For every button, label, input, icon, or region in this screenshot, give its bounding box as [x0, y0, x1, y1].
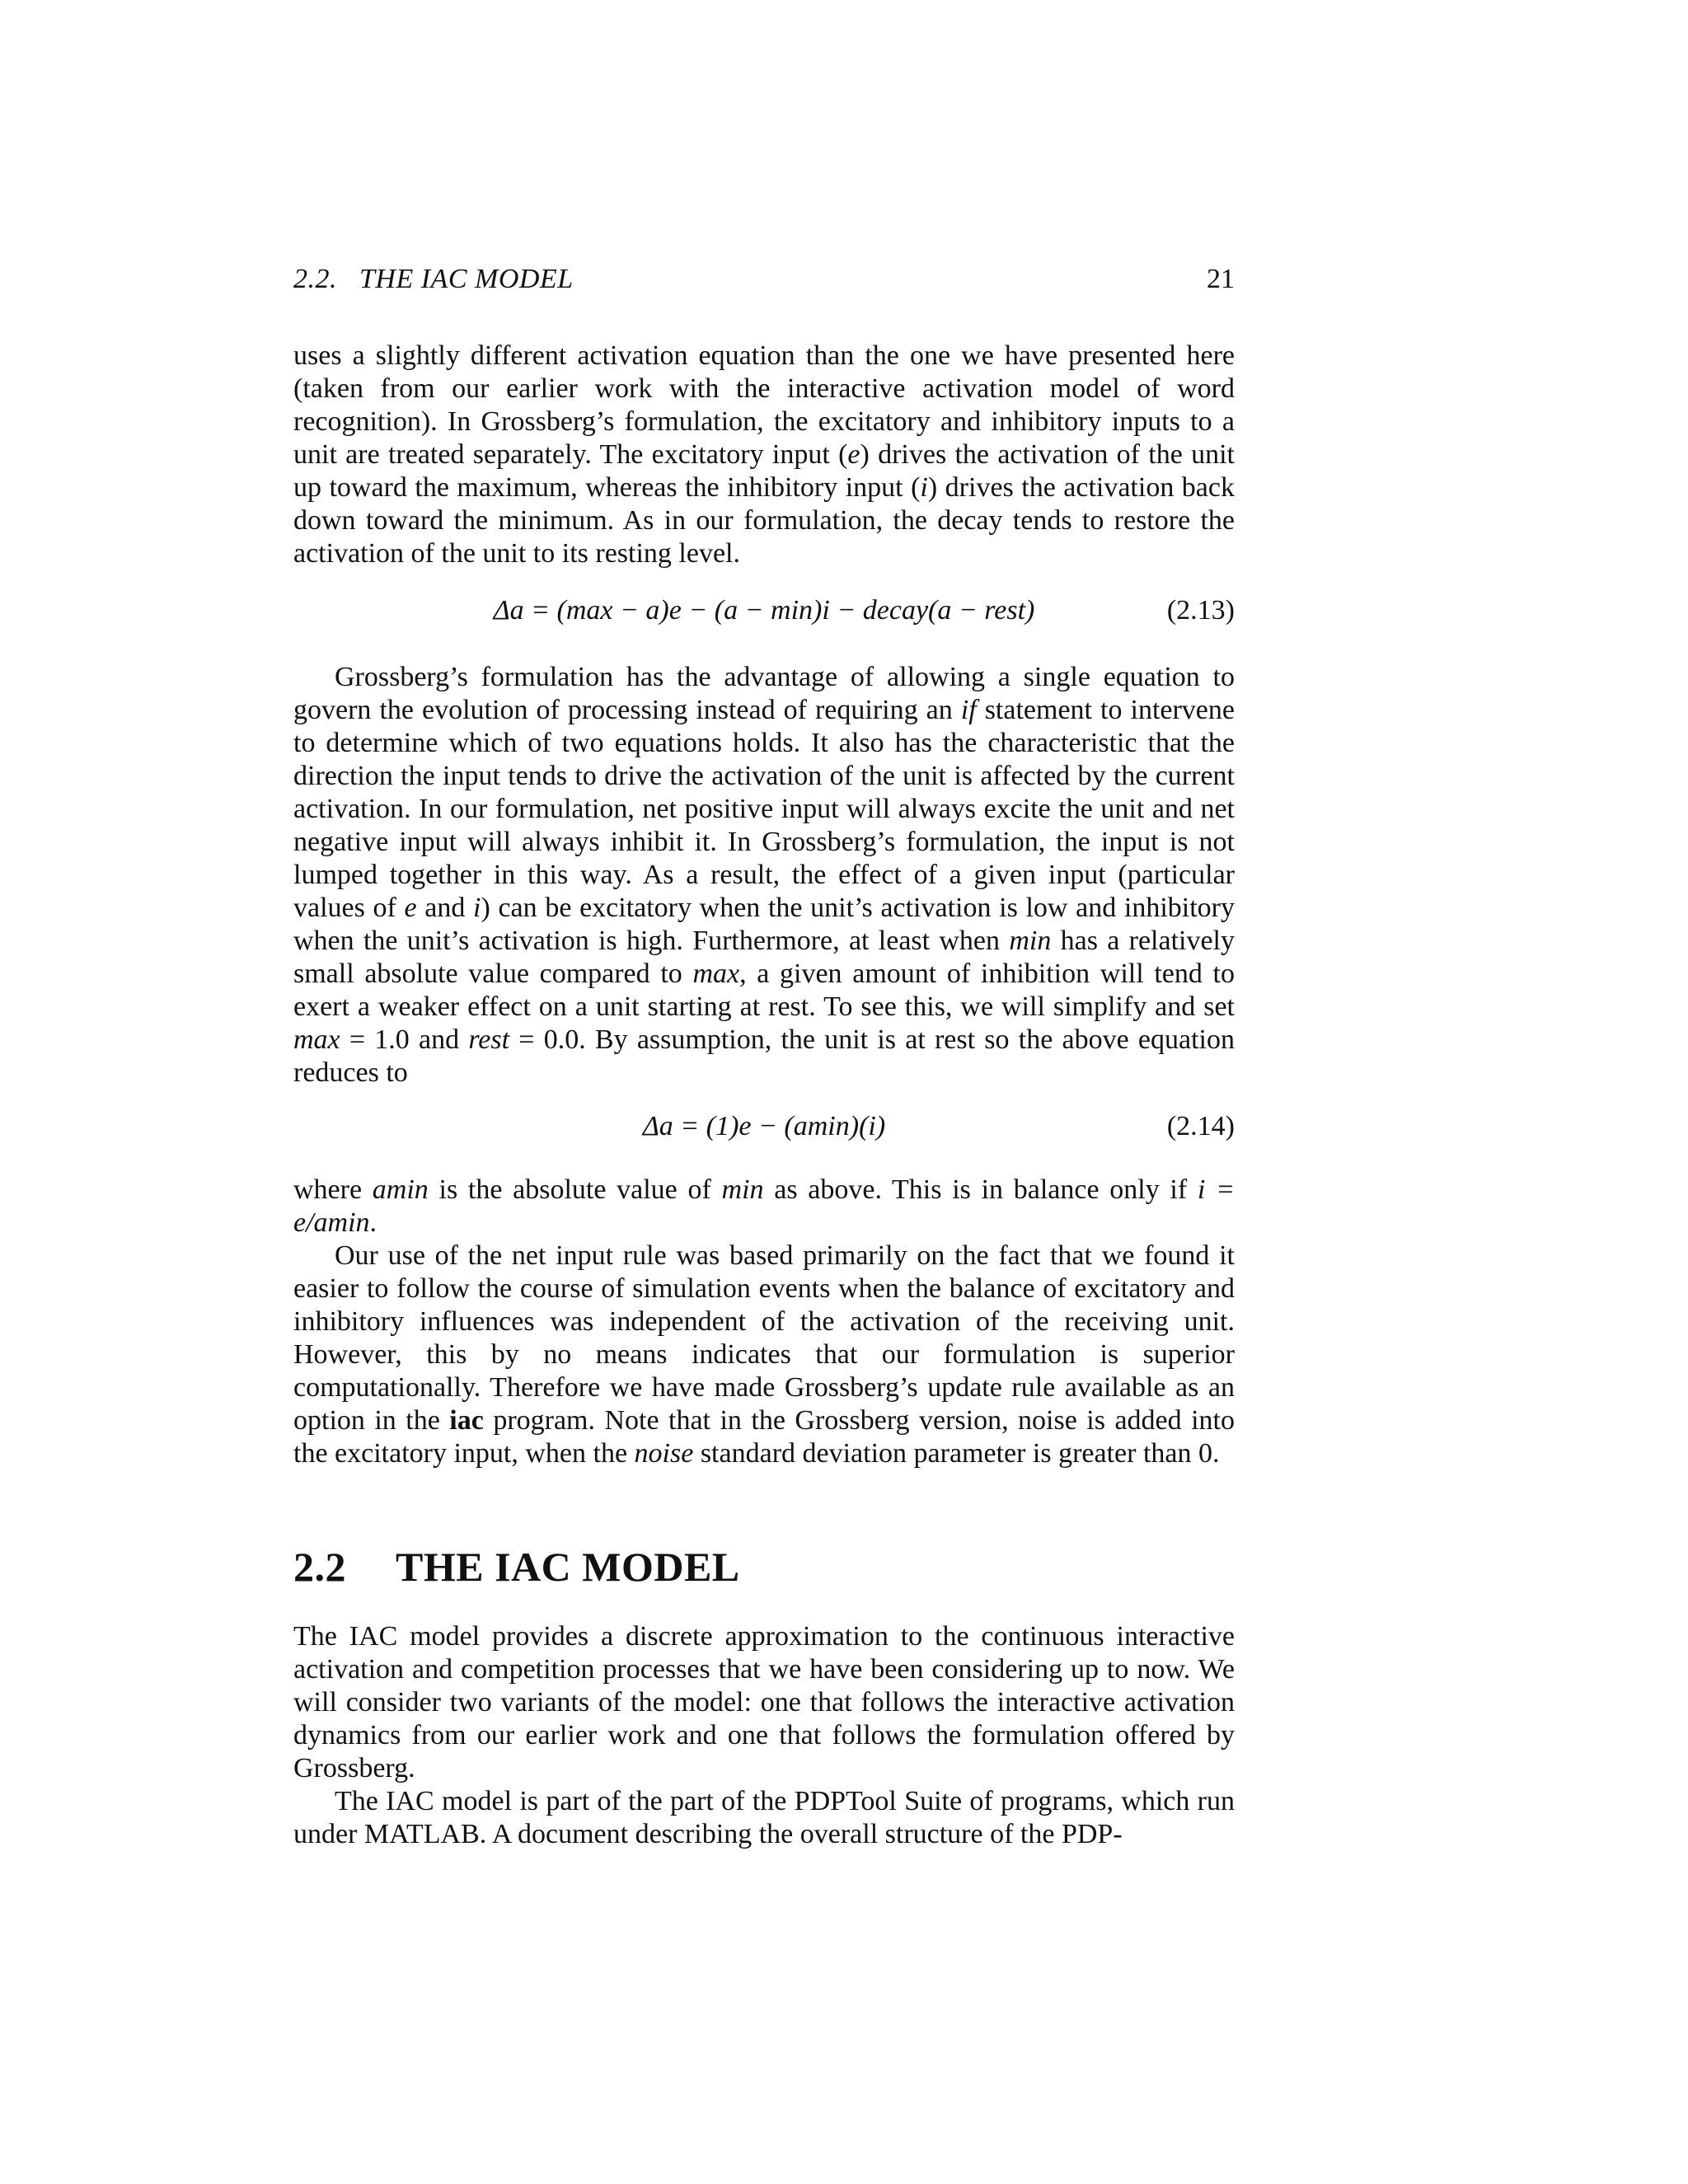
running-header — [293, 264, 1235, 305]
math-word: min — [721, 1174, 764, 1205]
text-run: ) can be excitatory when the unit’s activation is low and inhibitory when the unit’s activation is high. Furthermore, at least when — [293, 893, 1235, 956]
text-run: as above. This is in balance only if — [763, 1174, 1198, 1205]
math-word: min — [1009, 926, 1052, 956]
text-run: and — [416, 893, 474, 923]
paragraph-pdptool: The IAC model is part of the part of the PDPTool Suite of programs, which run under MATLAB. A document describing the overall structure of the PDP- — [293, 1786, 1235, 1849]
text-run: Grossberg’s formulation has the advantage of allowing a single equation to govern the evolution of processing instead of requiring an — [293, 662, 1235, 725]
page-number: 21 — [1207, 264, 1235, 294]
text-run: has a relatively small absolute value compared to — [293, 926, 1236, 989]
text-run: statement to intervene to determine which of two equations holds. It also has the characteristic that the direction the input tends to drive the activation of the unit is affected by the current activation. In our formulation, net positive input will always excite the unit and net negative input will always inhibit it. In Grossberg’s formulation, the input is not lumped together in this way. As a result, the effect of a given input (particular values of — [293, 695, 1235, 923]
text-run: = 1.0 and — [340, 1024, 469, 1055]
paragraph-grossberg-advantage — [293, 661, 1235, 1090]
equation-number: (2.14) — [1166, 1111, 1235, 1141]
math-word: if — [960, 695, 977, 725]
text-run: Our use of the net input rule was based primarily on the fact that we found it easier to follow the course of simulation events when the balance of excitatory and inhibitory influences was independent of the activation of the receiving unit. However, this by no means indicates that our formulation is superior computationally. Therefore we have made Grossberg’s update rule available as an option in the — [293, 1240, 1235, 1436]
paragraph-continuation — [293, 340, 1235, 570]
text-run: is the absolute value of — [428, 1174, 722, 1205]
section-title: THE IAC MODEL — [396, 1544, 740, 1590]
paragraph-iac-overview: The IAC model provides a discrete approximation to the continuous interactive activation and competition processes that we have been considering up to now. We will consider two variants of the model: one that follows the interactive activation dynamics from our earlier work and one that follows the formulation offered by Grossberg. — [293, 1621, 1235, 1783]
math-symbol: i — [920, 472, 928, 503]
text-run: uses a slightly different activation equation than the one we have presented here (taken from our earlier work with the interactive activation model of word recognition). In Grossberg’s formulation, the excitatory and inhibitory inputs to a unit are treated separately. The excitatory input ( — [293, 340, 1235, 470]
equation-body: Δa = (1)e − (amin)(i) — [642, 1111, 886, 1141]
section-heading — [293, 1543, 1235, 1591]
math-expression: i = e/amin — [293, 1174, 1236, 1238]
text-run: where — [293, 1174, 373, 1205]
paragraph-balance — [293, 1174, 1235, 1470]
equation-number: (2.13) — [1166, 595, 1235, 626]
text-run: = 0.0. By assumption, the unit is at rest so the above equation reduces to — [293, 1024, 1235, 1088]
section-number: 2.2 — [293, 1544, 346, 1590]
text-run: ) drives the activation of the unit up toward the maximum, whereas the inhibitory input ( — [293, 439, 1235, 503]
equation-2-13 — [293, 595, 1235, 631]
math-word: rest — [468, 1024, 510, 1055]
text-run: ) drives the activation back down toward the minimum. As in our formulation, the decay tends to restore the activation of the unit to its resting level. — [293, 472, 1235, 569]
math-word: amin — [372, 1174, 429, 1205]
math-symbol: e — [404, 893, 417, 923]
text-run: standard deviation parameter is greater than 0. — [693, 1438, 1220, 1469]
math-symbol: e — [847, 439, 860, 470]
text-run: , a given amount of inhibition will tend to exert a weaker effect on a unit starting at rest. To see this, we will simplify and set — [293, 958, 1235, 1022]
program-name: iac — [449, 1405, 484, 1436]
text-run: program. Note that in the Grossberg version, noise is added into the excitatory input, when the — [293, 1405, 1235, 1469]
math-word: max — [692, 958, 740, 989]
equation-body: Δa = (max − a)e − (a − min)i − decay(a − rest) — [493, 595, 1035, 626]
text-run: . — [369, 1207, 377, 1238]
math-word: noise — [634, 1438, 694, 1469]
equation-2-14 — [293, 1111, 1235, 1147]
math-symbol: i — [473, 893, 481, 923]
section-body — [293, 1620, 1235, 1851]
running-title: 2.2. THE IAC MODEL — [293, 264, 574, 294]
math-word: max — [293, 1024, 340, 1055]
